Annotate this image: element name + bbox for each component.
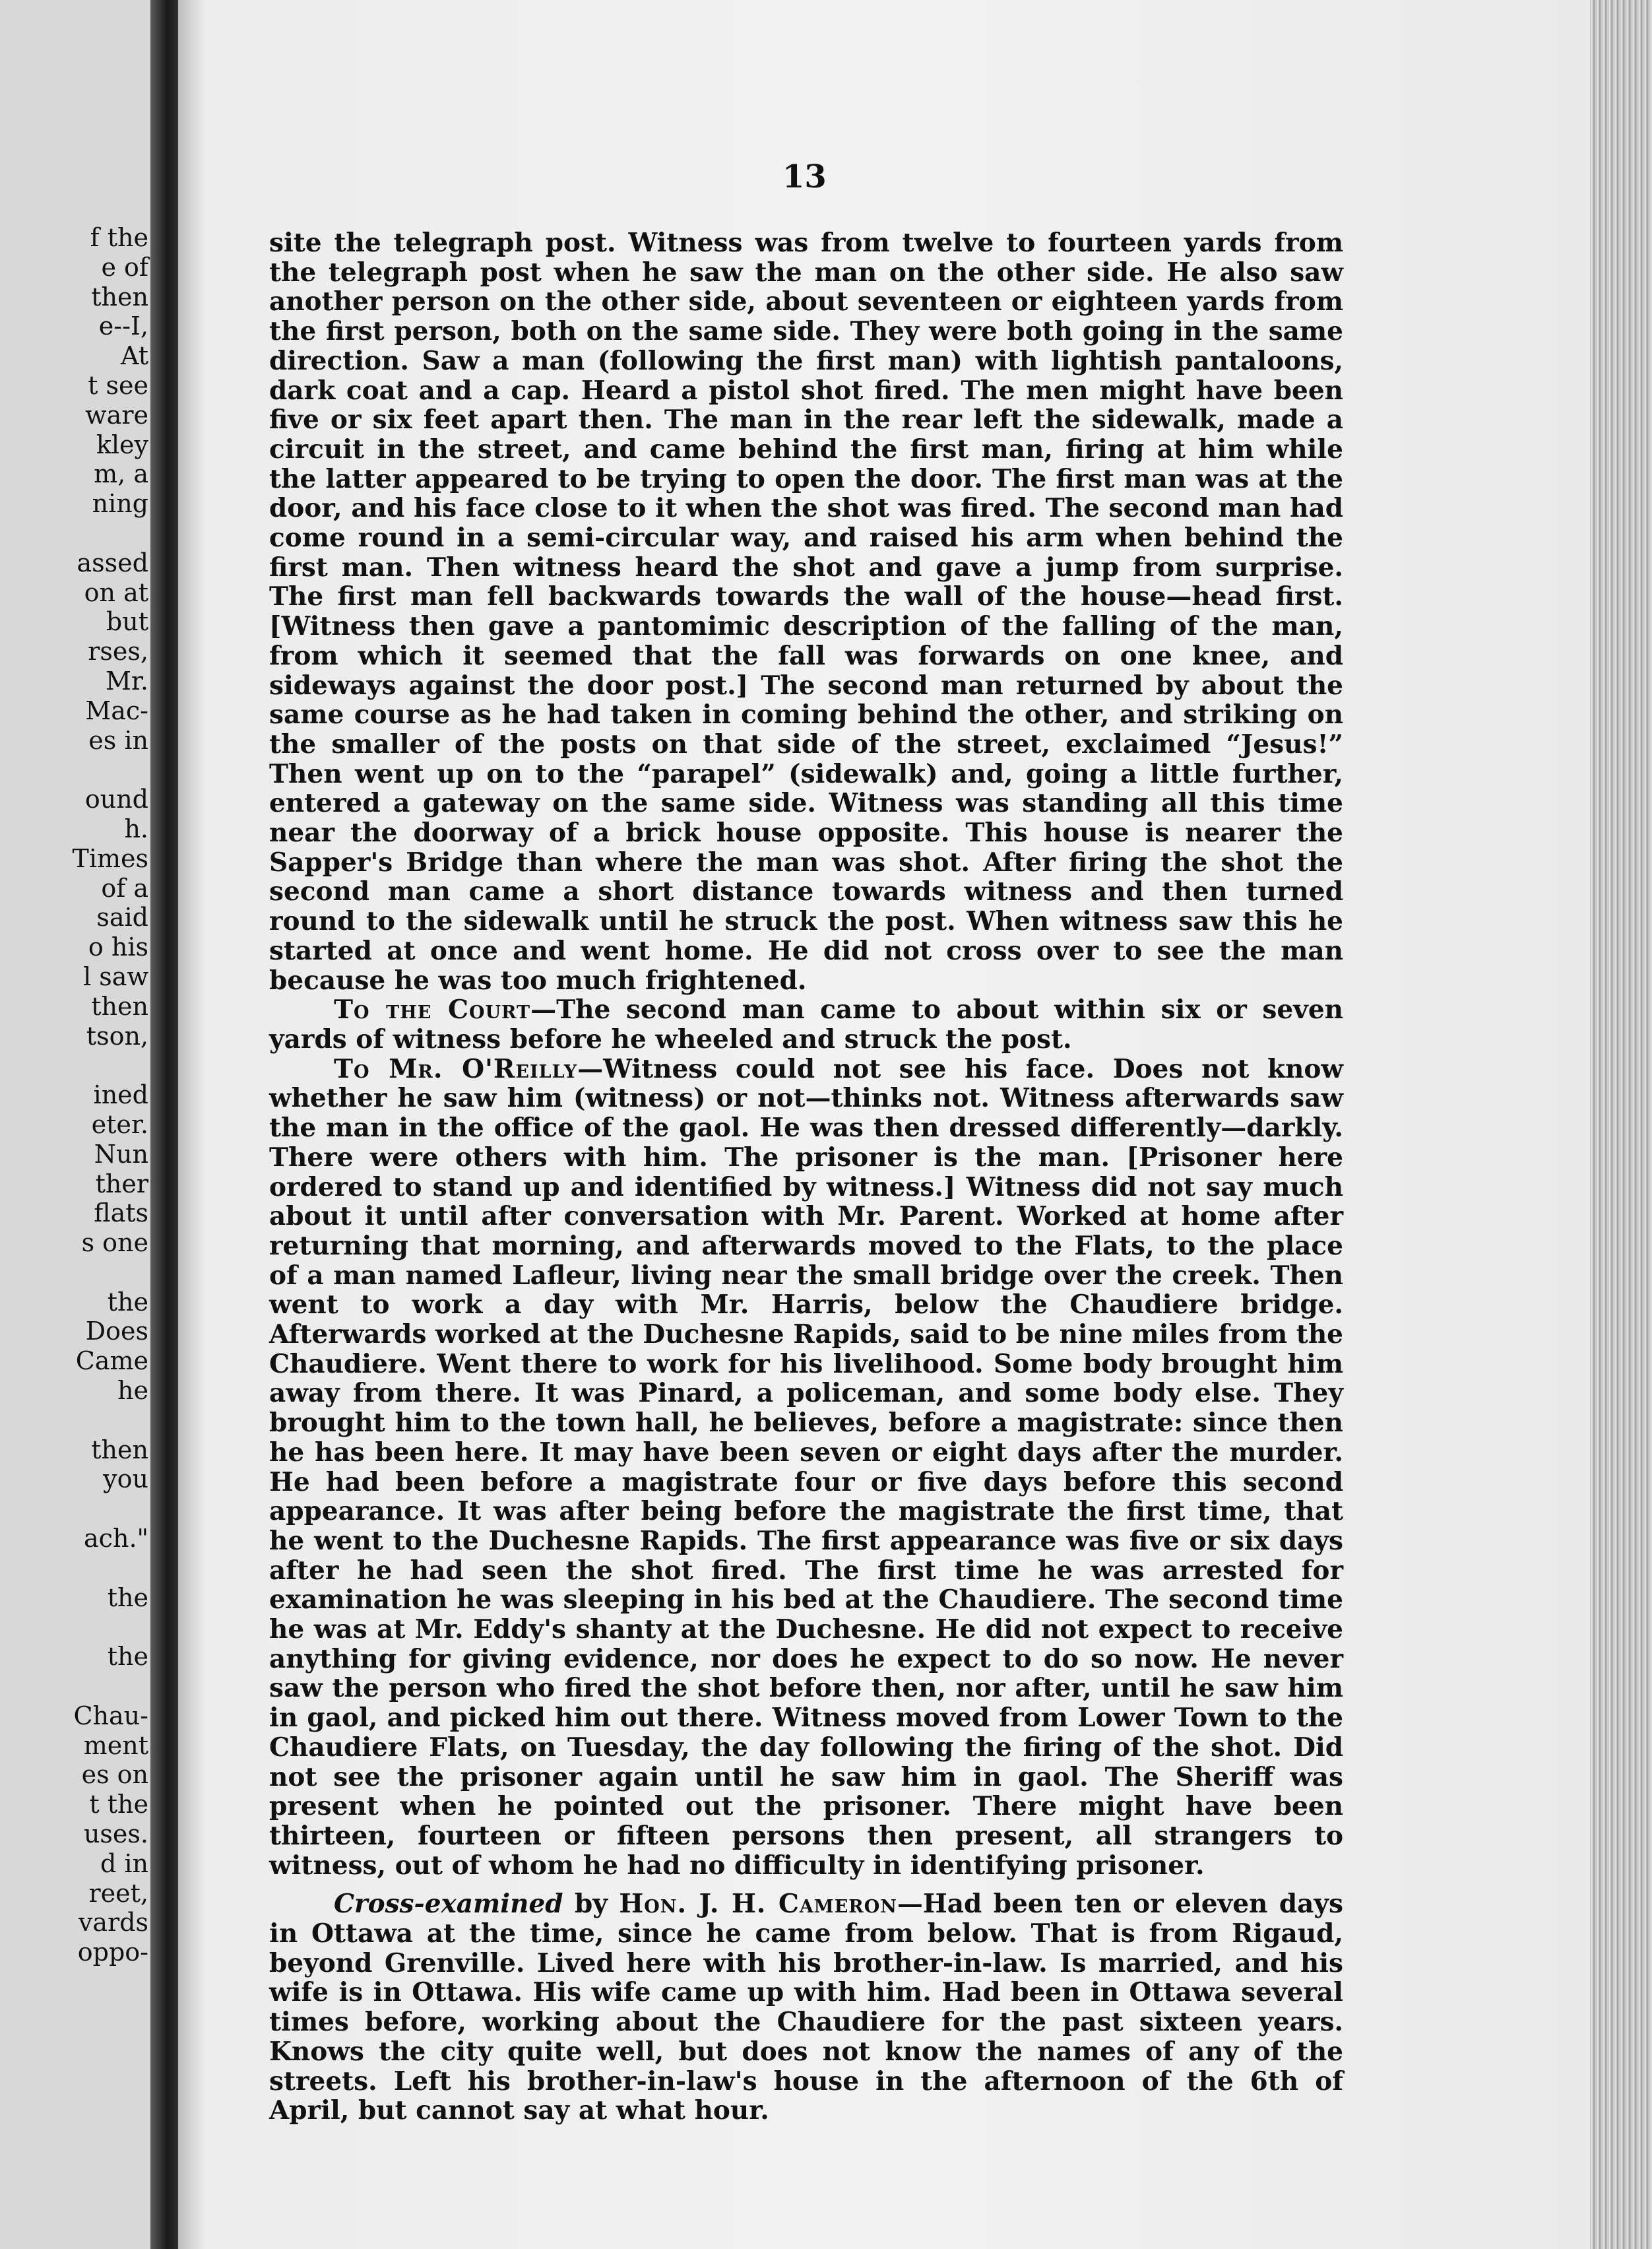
facing-page-fragment: reet,: [88, 1878, 148, 1908]
facing-page-fragment: assed: [77, 548, 148, 577]
facing-page-fragment: [0, 1612, 148, 1642]
facing-page-fragment: ware: [85, 400, 148, 430]
facing-page-fragment: flats: [94, 1198, 148, 1228]
facing-page-fragment: then: [91, 282, 148, 311]
facing-page-fragment: es in: [88, 725, 148, 755]
facing-page-fragment: on at: [84, 577, 148, 607]
facing-page-fragment: At: [120, 341, 148, 371]
facing-page-fragment: but: [106, 607, 148, 637]
facing-page-fragment: ined: [93, 1080, 148, 1110]
facing-page: [0, 0, 152, 2249]
facing-page-fragment: ther: [95, 1169, 148, 1198]
paragraph-cross-examined: [269, 1889, 1343, 2126]
facing-page-fragment: oppo-: [77, 1938, 148, 1967]
facing-page-fragment: said: [96, 903, 148, 932]
page-number: 13: [782, 158, 827, 195]
speaker-label: To Mr. O'Reilly: [334, 1053, 578, 1084]
facing-page-fragment: [0, 755, 148, 785]
facing-page-fragment: of a: [101, 873, 148, 903]
facing-page-fragment: then: [91, 991, 148, 1021]
facing-page-fragment: h.: [124, 814, 148, 843]
facing-page-fragment: rses,: [88, 637, 148, 667]
facing-page-fragment: [0, 519, 148, 548]
facing-page-fragment: tson,: [86, 1021, 148, 1051]
paragraph-text: —The second man came to about within six or seven yards of witness before he wheeled and struck the post.: [269, 994, 1343, 1055]
paragraph-testimony: site the telegraph post. Witness was from twelve to fourteen yards from the telegraph post when he saw the man on the other side. He also saw another person on the other side, about seventeen or eighteen yards from the first person, both on the same side. They were both going in the same direction. Saw a man (following the first man) with lightish pantaloons, dark coat and a cap. Heard a pistol shot fired. The men might have been five or six feet apart then. The man in the rear left the sidewalk, made a circuit in the street, and came behind the first man, firing at him while the latter appeared to be trying to open the door. The first man was at the door, and his face close to it when the shot was fired. The second man had come round in a semi-circular way, and raised his arm when behind the first man. Then witness heard the shot and gave a jump from surprise. The first man fell backwards towards the wall of the house—head first. [Witness then gave a pantomimic description of the falling of the man, from which it seemed that the fall was forwards on one knee, and sideways against the door post.] The second man returned by about the same course as he had taken in coming behind the other, and striking on the smaller of the posts on that side of the street, exclaimed “Jesus!” Then went up on to the “parapel” (sidewalk) and, going a little further, entered a gateway on the same side. Witness was standing all this time near the doorway of a brick house opposite. This house is nearer the Sapper's Bridge than where the man was shot. After firing the shot the second man came a short distance towards witness and then turned round to the sidewalk until he struck the post. When witness saw this he started at once and went home. He did not cross over to see the man because he was too much frightened.: [269, 228, 1343, 996]
facing-page-fragment: e--I,: [98, 311, 148, 341]
facing-page-fragment: the: [107, 1287, 148, 1317]
facing-page-fragment: Does: [85, 1317, 148, 1346]
facing-page-fragment: ment: [83, 1730, 148, 1760]
facing-page-fragment: [0, 1406, 148, 1435]
paragraph-to-the-court: [269, 995, 1343, 1054]
facing-page-fragment: s one: [81, 1228, 148, 1258]
facing-page-fragment: d in: [100, 1848, 148, 1878]
facing-page-fragment: Mac-: [85, 696, 148, 725]
body-text: [269, 228, 1343, 2126]
facing-page-fragment: you: [103, 1464, 148, 1494]
facing-page-fragment: the: [107, 1582, 148, 1612]
facing-page-fragment: then: [91, 1435, 148, 1464]
speaker-label: To the Court: [334, 994, 531, 1026]
facing-page-fragment: [0, 1553, 148, 1583]
facing-page-text: [0, 223, 148, 1967]
facing-page-fragment: t see: [88, 370, 148, 400]
facing-page-fragment: kley: [96, 430, 148, 459]
facing-page-fragment: o his: [88, 932, 148, 962]
facing-page-fragment: [0, 1051, 148, 1080]
paragraph-text: —Witness could not see his face. Does not know whether he saw him (witness) or not—thinks not. Witness afterwards saw the man in the office of the gaol. He was then dressed differently—darkly. There were others with him. The prisoner is the man. [Prisoner here ordered to stand up and identified by witness.] Witness did not say much about it until after conversation with Mr. Parent. Worked at home after returning that morning, and afterwards moved to the Flats, to the place of a man named Lafleur, living near the small bridge over the creek. Then went to work a day with Mr. Harris, below the Chaudiere bridge. Afterwards worked at the Duchesne Rapids, said to be nine miles from the Chaudiere. Went there to work for his livelihood. Some body brought him away from there. It was Pinard, a policeman, and some body else. They brought him to the town hall, he believes, before a magistrate: since then he has been here. It may have been seven or eight days after the murder. He had been before a magistrate four or five days before this second appearance. It was after being before the magistrate the first time, that he went to the Duchesne Rapids. The first appearance was five or six days after he had seen the shot fired. The first time he was arrested for examination he was sleeping in his bed at the Chaudiere. The second time he was at Mr. Eddy's shanty at the Duchesne. He did not expect to receive anything for giving evidence, nor does he expect to do so now. He never saw the person who fired the shot before then, nor after, until he saw him in gaol, and picked him out there. Witness moved from Lower Town to the Chaudiere Flats, on Tuesday, the day following the firing of the shot. Did not see the prisoner again until he saw him in gaol. The Sheriff was present when he pointed out the prisoner. There might have been thirteen, fourteen or fifteen persons then present, all strangers to witness, out of whom he had no difficulty in identifying prisoner.: [269, 1053, 1343, 1881]
examiner-name: Hon. J. H. Cameron: [619, 1889, 897, 1920]
facing-page-fragment: t the: [89, 1790, 148, 1819]
facing-page-fragment: f the: [90, 223, 148, 252]
facing-page-fragment: vards: [78, 1908, 148, 1938]
facing-page-fragment: ach.": [84, 1524, 148, 1553]
facing-page-fragment: [0, 1494, 148, 1524]
cross-examined-label: Cross-examined: [334, 1889, 563, 1920]
facing-page-fragment: the: [107, 1642, 148, 1672]
facing-page-fragment: eter.: [91, 1109, 148, 1139]
facing-page-fragment: m, a: [94, 459, 148, 489]
facing-page-fragment: Mr.: [106, 666, 148, 696]
facing-page-fragment: ning: [92, 489, 148, 519]
facing-page-fragment: Nun: [94, 1139, 148, 1169]
paragraph-to-mr-oreilly: [269, 1055, 1343, 1881]
facing-page-fragment: he: [117, 1376, 148, 1406]
facing-page-fragment: [0, 1258, 148, 1287]
facing-page-fragment: l saw: [83, 962, 148, 991]
facing-page-fragment: uses.: [83, 1819, 148, 1849]
book-gutter: [150, 0, 178, 2249]
facing-page-fragment: Chau-: [73, 1701, 148, 1730]
facing-page-fragment: es on: [81, 1760, 148, 1790]
by-word: by: [563, 1889, 620, 1920]
facing-page-fragment: Came: [75, 1346, 148, 1376]
facing-page-fragment: Times: [72, 843, 148, 873]
page-edges: [1590, 0, 1652, 2249]
facing-page-fragment: ound: [84, 785, 148, 814]
facing-page-fragment: [0, 1672, 148, 1701]
paragraph-text: —Had been ten or eleven days in Ottawa at the time, since he came from below. That is from Rigaud, beyond Grenville. Lived here with his brother-in-law. Is married, and his wife is in Ottawa. His wife came up with him. Had been in Ottawa several times before, working about the Chaudiere for the past sixteen years. Knows the city quite well, but does not know the names of any of the streets. Left his brother-in-law's house in the afternoon of the 6th of April, but cannot say at what hour.: [269, 1889, 1343, 2126]
facing-page-fragment: e of: [101, 252, 148, 282]
